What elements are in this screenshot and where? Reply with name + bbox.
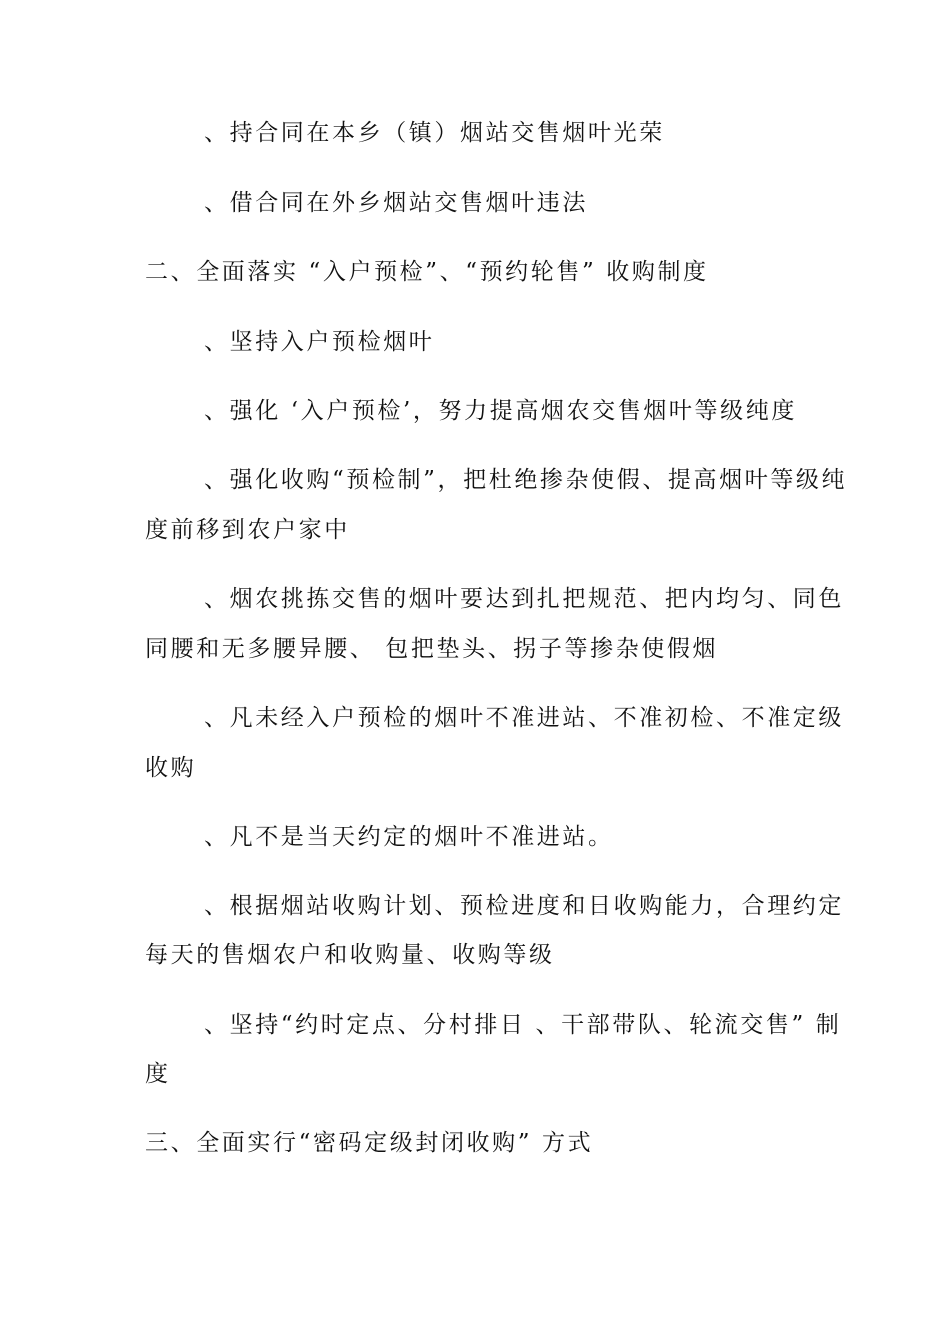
list-item-continuation: 度 bbox=[145, 1061, 171, 1087]
list-item: 、借合同在外乡烟站交售烟叶违法 bbox=[204, 190, 588, 216]
list-item: 、坚持入户预检烟叶 bbox=[204, 329, 435, 355]
list-item: 、根据烟站收购计划、预检进度和日收购能力，合理约定 bbox=[204, 893, 844, 919]
list-item: 、强化 ‘入户预检’，努力提高烟农交售烟叶等级纯度 bbox=[204, 398, 797, 424]
list-item: 、持合同在本乡（镇）烟站交售烟叶光荣 bbox=[204, 120, 665, 146]
list-item-continuation: 每天的售烟农户和收购量、收购等级 bbox=[145, 942, 555, 968]
list-item-continuation: 收购 bbox=[145, 755, 197, 781]
section-heading: 三、全面实行“密码定级封闭收购” 方式 bbox=[145, 1130, 594, 1156]
list-item-continuation: 同腰和无多腰异腰、 包把垫头、拐子等掺杂使假烟 bbox=[145, 636, 719, 662]
list-item: 、坚持“约时定点、分村排日 、干部带队、轮流交售” 制 bbox=[204, 1012, 842, 1038]
list-item: 、凡不是当天约定的烟叶不准进站。 bbox=[204, 824, 614, 850]
list-item: 、凡未经入户预检的烟叶不准进站、不准初检、不准定级 bbox=[204, 705, 844, 731]
list-item-continuation: 度前移到农户家中 bbox=[145, 517, 350, 543]
section-heading: 二、全面落实 “入户预检”、“预约轮售” 收购制度 bbox=[145, 259, 709, 285]
list-item: 、烟农挑拣交售的烟叶要达到扎把规范、把内均匀、同色 bbox=[204, 586, 844, 612]
list-item: 、强化收购“预检制”，把杜绝掺杂使假、提高烟叶等级纯 bbox=[204, 467, 848, 493]
